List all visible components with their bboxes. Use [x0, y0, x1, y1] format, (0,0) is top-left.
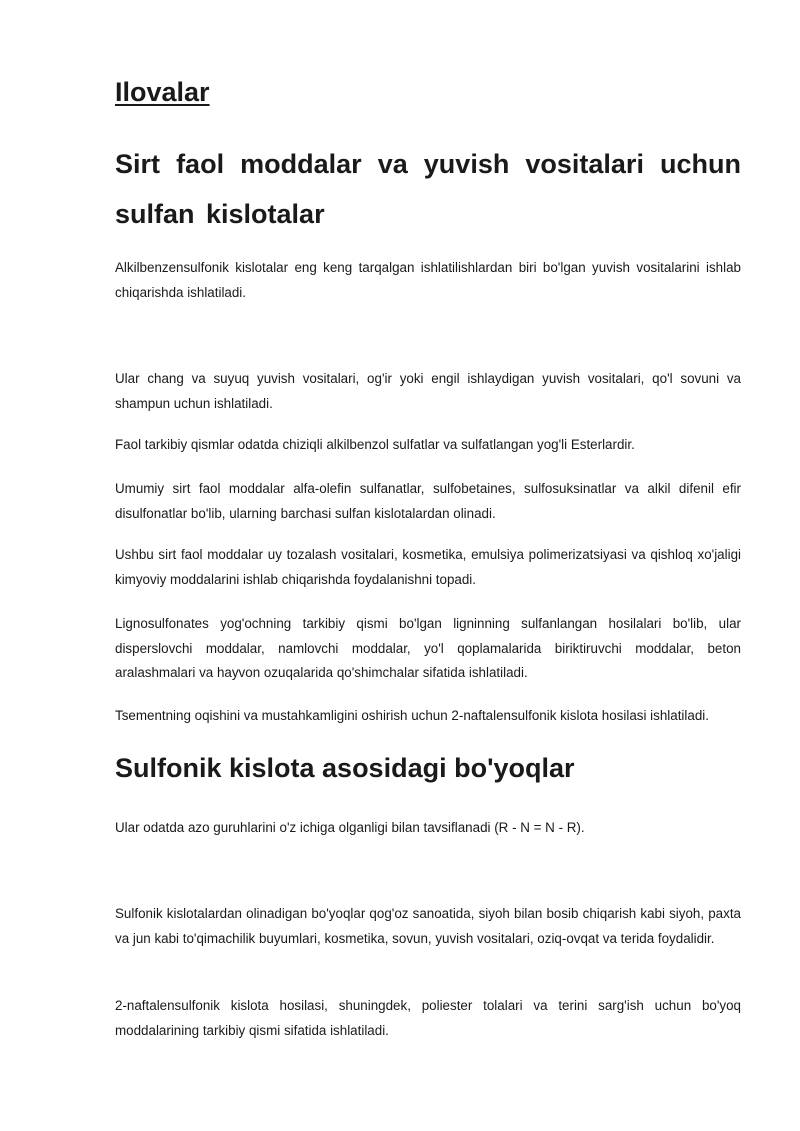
section-heading-dyes: Sulfonik kislota asosidagi bo'yoqlar [115, 753, 575, 783]
paragraph: 2-naftalensulfonik kislota hosilasi, shuningdek, poliester tolalari va terini sarg'ish uchun bo'yoq moddalarining tarkibiy qismi sifatida ishlatiladi. [115, 998, 741, 1038]
paragraph: Alkilbenzensulfonik kislotalar eng keng tarqalgan ishlatilishlardan biri bo'lgan yuvish vositalarini ishlab chiqarishda ishlatiladi. [115, 260, 741, 300]
paragraph: Faol tarkibiy qismlar odatda chiziqli alkilbenzol sulfatlar va sulfatlangan yog'li Esterlardir. [115, 437, 635, 452]
paragraph: Lignosulfonates yog'ochning tarkibiy qismi bo'lgan ligninning sulfanlangan hosilalari bo'lib, ular disperslovchi moddalar, namlovchi moddalar, yo'l qoplamalarida biriktiruvchi moddalar, beton aralashmalari va hayvon ozuqalarida qo'shimchalar sifatida ishlatiladi. [115, 616, 741, 680]
section-heading-surfactants: Sirt faol moddalar va yuvish vositalari uchun sulfan kislotalar [115, 149, 741, 229]
paragraph: Ushbu sirt faol moddalar uy tozalash vositalari, kosmetika, emulsiya polimerizatsiyasi va qishloq xo'jaligi kimyoviy moddalarini ishlab chiqarishda foydalanishni topadi. [115, 547, 741, 587]
paragraph: Ular chang va suyuq yuvish vositalari, og'ir yoki engil ishlaydigan yuvish vositalari, qo'l sovuni va shampun uchun ishlatiladi. [115, 371, 741, 411]
paragraph: Sulfonik kislotalardan olinadigan bo'yoqlar qog'oz sanoatida, siyoh bilan bosib chiqarish kabi siyoh, paxta va jun kabi to'qimachilik buyumlari, kosmetika, sovun, yuvish vositalari, oziq-ovqat va terida foydalidir. [115, 906, 741, 946]
document-title: Ilovalar [115, 77, 210, 107]
paragraph: Tsementning oqishini va mustahkamligini oshirish uchun 2-naftalensulfonik kislota hosilasi ishlatiladi. [115, 708, 709, 723]
paragraph: Umumiy sirt faol moddalar alfa-olefin sulfanatlar, sulfobetaines, sulfosuksinatlar va alkil difenil efir disulfonatlar bo'lib, ularning barchasi sulfan kislotalardan olinadi. [115, 481, 741, 521]
paragraph: Ular odatda azo guruhlarini o'z ichiga olganligi bilan tavsiflanadi (R - N = N - R). [115, 820, 585, 835]
